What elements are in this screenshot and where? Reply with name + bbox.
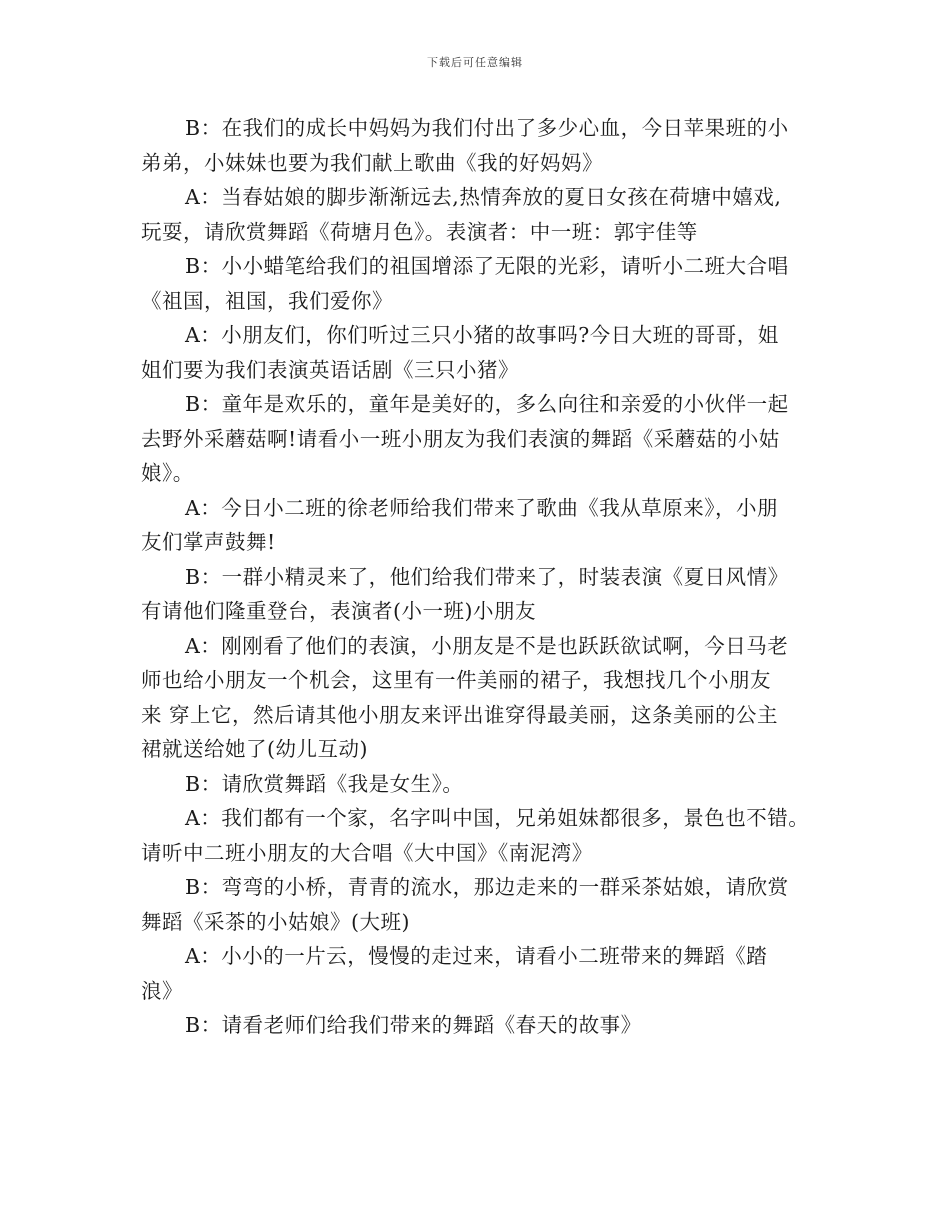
text-line: A：今日小二班的徐老师给我们带来了歌曲《我从草原来》，小朋	[185, 495, 779, 520]
text-line: B：小小蜡笔给我们的祖国增添了无限的光彩，请听小二班大合唱	[185, 254, 789, 278]
text-line: 浪》	[141, 978, 183, 1003]
text-line: 《祖国，祖国，我们爱你》	[141, 288, 393, 313]
text-line: 有请他们隆重登台，表演者(小一班)小朋友	[141, 599, 536, 623]
text-line: A：刚刚看了他们的表演，小朋友是不是也跃跃欲试啊，今日马老	[185, 633, 789, 658]
text-line: A：小小的一片云，慢慢的走过来，请看小二班带来的舞蹈《踏	[185, 944, 768, 968]
text-line: 师也给小朋友一个机会，这里有一件美丽的裙子，我想找几个小朋友	[141, 668, 771, 692]
text-line: A：当春姑娘的脚步渐渐远去,热情奔放的夏日女孩在荷塘中嬉戏,	[185, 185, 782, 209]
page-header: 下载后可任意编辑	[427, 56, 523, 69]
text-line: 请听中二班小朋友的大合唱《大中国》《南泥湾》	[141, 840, 593, 865]
text-line: 来 穿上它，然后请其他小朋友来评出谁穿得最美丽，这条美丽的公主	[141, 702, 779, 727]
text-line: 娘》。	[141, 461, 194, 485]
text-line: B：请看老师们给我们带来的舞蹈《春天的故事》	[185, 1013, 642, 1037]
text-line: A：我们都有一个家，名字叫中国，兄弟姐妹都很多，景色也不错。	[185, 806, 810, 830]
text-line: 友们掌声鼓舞!	[141, 530, 276, 554]
text-line: B：一群小精灵来了，他们给我们带来了，时装表演《夏日风情》	[185, 564, 789, 589]
text-line: 裙就送给她了(幼儿互动)	[141, 737, 368, 761]
text-line: B：在我们的成长中妈妈为我们付出了多少心血，今日苹果班的小	[185, 116, 789, 140]
text-line: 弟弟，小妹妹也要为我们献上歌曲《我的好妈妈》	[141, 150, 603, 175]
text-line: B：弯弯的小桥，青青的流水，那边走来的一群采茶姑娘，请欣赏	[185, 875, 789, 899]
text-line: 玩耍，请欣赏舞蹈《荷塘月色》。表演者：中一班：郭宇佳等	[141, 219, 698, 244]
text-line: 舞蹈《采茶的小姑娘》(大班)	[141, 909, 410, 934]
text-line: 姐们要为我们表演英语话剧《三只小猪》	[141, 357, 519, 382]
text-line: B：请欣赏舞蹈《我是女生》。	[185, 771, 464, 796]
text-line: A：小朋友们，你们听过三只小猪的故事吗?今日大班的哥哥，姐	[185, 323, 779, 347]
document-body	[141, 111, 831, 1043]
text-line: B：童年是欢乐的，童年是美好的，多么向往和亲爱的小伙伴一起	[185, 392, 789, 416]
text-line: 去野外采蘑菇啊!请看小一班小朋友为我们表演的舞蹈《采蘑菇的小姑	[141, 426, 780, 451]
